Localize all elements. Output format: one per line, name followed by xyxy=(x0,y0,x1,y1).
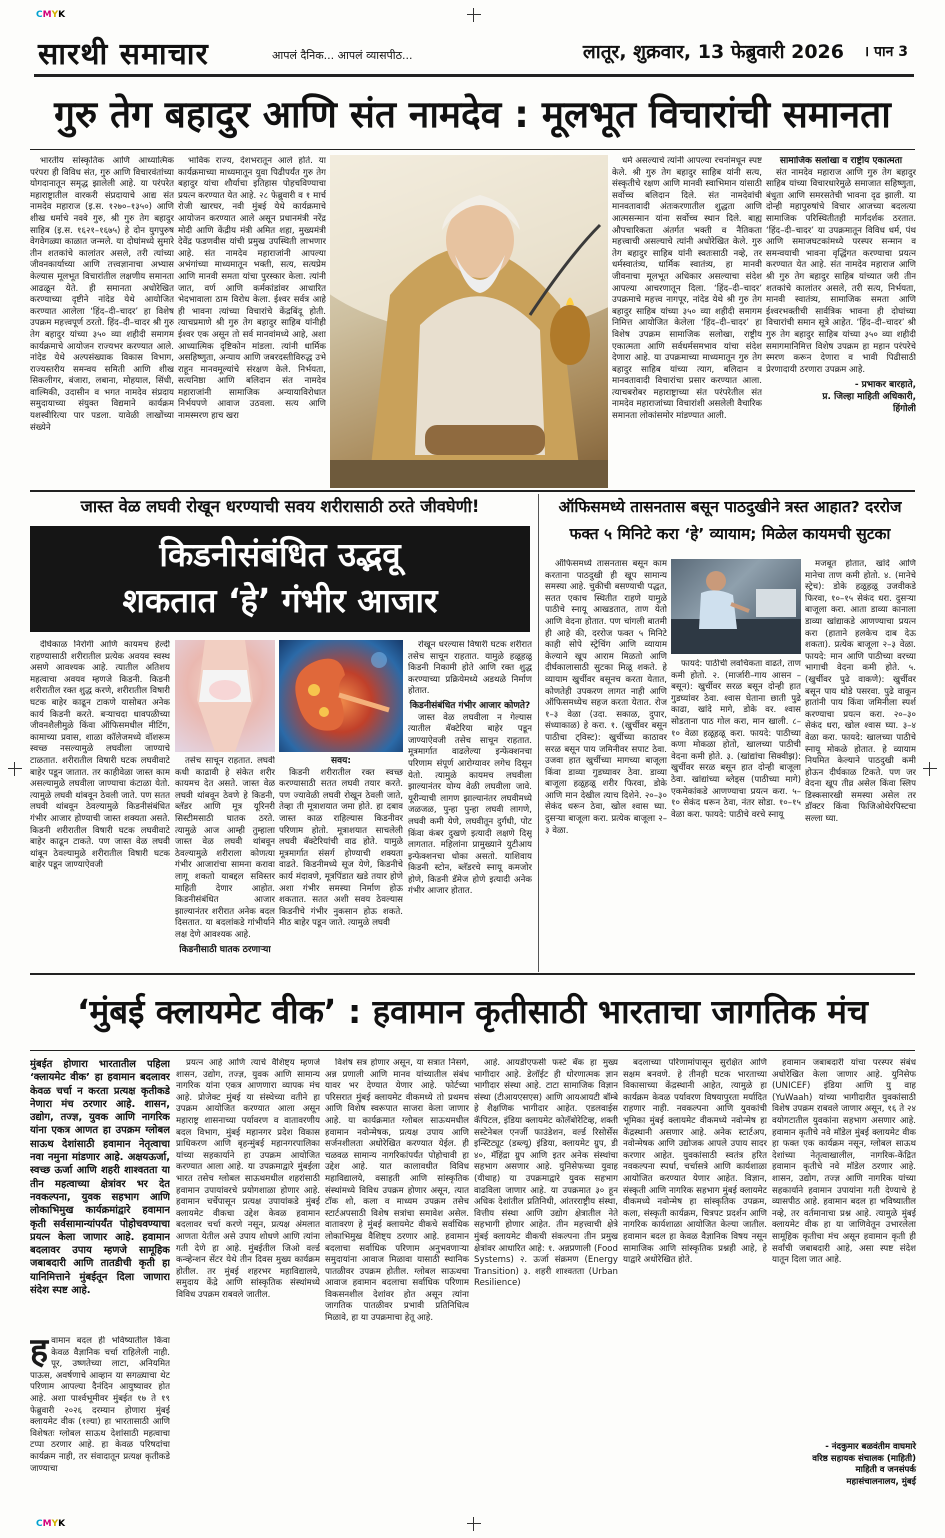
dropcap: ह xyxy=(30,1336,49,1371)
credit-org: माहिती व जनसंपर्क xyxy=(855,1465,916,1475)
article2-headline-box xyxy=(30,526,530,632)
urgency-photo xyxy=(175,640,275,752)
guru-illustration-icon xyxy=(330,155,608,488)
subhead-social-harmony: सामाजिक सलोखा व राष्ट्रीय एकात्मता xyxy=(779,156,903,166)
article4-column-3: विशेष सत्र होणार असून, या सत्रात निसर्ग, अन्न प्रणाली आणि मानव यांच्यातील संबंध यावर भर देण्यात येणार आहे. फोर्टच्या परिसरात मुंबई क्लायमेट वीकमध्ये तो प्रथमच आणि विशेष स्वरूपात साजरा केला जाणार आहे. या कार्यक्रमात ग्लोबल साऊथमधील हवामान नवोन्मेषक, प्रत्यक्ष उपाय आणि सर्जनशीलता अधोरेखित करण्यात येईल. ही चळवळ सामान्य नागरिकांपर्यंत पोहोचावी हा उद्देश आहे. यात कालावधीत विविध महाविद्यालये, वसाहती आणि सांस्कृतिक संस्थांमध्ये विविध उपक्रम होणार असून, त्यात टॉक शो, कला व माध्यम उपक्रम तसेच स्टार्टअपसाठी विशेष सत्रांचा समावेश असेल. वातावरण हे मुंबई क्लायमेट वीकचे सर्वाधिक लोकाभिमुख वैशिष्ट्य ठरणार आहे. हवामान बदलाचा सर्वाधिक परिणाम अनुभवणाऱ्या समुदायांना आवाज मिळावा यासाठी स्थानिक पातळीवर उपक्रम होतील. ग्लोबल साऊथचा आवाज हवामान बदलाचा सर्वाधिक परिणाम विकसनशील देशांवर होत असून त्यांना जागतिक पातळीवर प्रभावी प्रतिनिधित्व मिळावे, हा या उपक्रमाचा हेतू आहे. xyxy=(325,1058,469,1324)
article1-byline-role: प्र. जिल्हा माहिती अधिकारी, xyxy=(822,392,916,403)
credit-role: वरिष्ठ सहायक संचालक (माहिती) xyxy=(812,1453,916,1464)
article3-headline-line1: ऑफिसमध्ये तासनतास बसून पाठदुखीने त्रस्त आहात? दररोज xyxy=(558,498,902,516)
divider xyxy=(30,973,915,975)
cmyk-mark-bottom: CMYK xyxy=(36,1519,66,1529)
article4-credit xyxy=(778,1442,916,1488)
crop-mark-right-icon xyxy=(923,762,937,776)
credit-place: महासंचालनालय, मुंबई xyxy=(846,1476,916,1487)
divider xyxy=(30,1050,915,1051)
article1-column-1: भारतीय सांस्कृतिक आणि आध्यात्मिक परंपरा ही विविध संत, गुरु आणि विचारवंतांच्या योगदानातून समृद्ध झालेली आहे. या परंपरेत महाराष्ट्रातील वारकरी संप्रदायाचे आद्य संत नामदेव महाराज (इ.स. १२७०–१३५०) आणि शीख धर्माचे नववे गुरु, श्री गुरु तेग बहादुर साहिब (इ.स. १६२१–१६७५) हे दोन युगपुरुष वेगवेगळ्या काळात जन्मले. या दोघांमध्ये सुमारे तीन शतकांचे कालांतर असले, तरी त्यांच्या जीवनकार्याच्या आणि तत्त्वज्ञानाचा अभ्यास केल्यास मूलभूत विचारांतील लक्षणीय समानता आढळून येते. ही समानता अधोरेखित करण्याच्या दृष्टीने नांदेड येथे आयोजित करण्यात आलेला ‘हिंद–दी–चादर’ हा विशेष उपक्रम महत्त्वपूर्ण ठरतो. हिंद–दी–चादर श्री गुरु तेग बहादुर यांच्या ३५० व्या शहीदी समागम कार्यक्रमाचे आयोजन राज्यभर करण्यात आले. नांदेड येथे अल्पसंख्याक विकास विभाग, राज्यस्तरीय समन्वय समिती आणि शीख सिकलीगर, बंजारा, लबाना, मोहयाल, सिंधी, वाल्मिकी, उदासीन व भगत नामदेव संप्रदाय समुदायाच्या संयुक्त विद्यमाने कार्यक्रम यशस्वीरित्या पार पडला. यावेळी लाखोंच्या संख्येने xyxy=(30,156,174,433)
divider xyxy=(30,149,915,150)
article4-intro: मुंबईत होणारा भारतातील पहिला ‘क्लायमेट वीक’ हा हवामान बदलावर केवळ चर्चा न करता प्रत्यक्ष कृतीकडे नेणारा मंच ठरणार आहे. शासन, उद्योग, तज्ज्ञ, युवक आणि नागरिक यांना एकत्र आणत हा उपक्रम ग्लोबल साऊथ देशांसाठी हवामान नेतृत्वाचा नवा नमुना मांडणार आहे. अक्षयऊर्जा, स्वच्छ ऊर्जा आणि शहरी शाश्वतता या तीन महत्वाच्या क्षेत्रांवर भर देत नवकल्पना, युवक सहभाग आणि लोकाभिमुख कार्यक्रमांद्वारे हवामान कृती सर्वसामान्यांपर्यंत पोहोचवण्याचा प्रयत्न केला जाणार आहे. हवामान बदलावर उपाय म्हणजे सामूहिक जबाबदारी आणि तातडीची कृती हा यानिमित्ताने मुंबईतून दिला जाणारा संदेश स्पष्ट आहे. xyxy=(30,1059,170,1297)
article1-column-3: धर्म असल्याचे त्यांनी आपल्या रचनांमधून स्पष्ट केले. श्री गुरु तेग बहादुर साहिब यांनी सत्य, संस्कृतीचे रक्षण आणि मानवी स्वाभिमान यांसाठी सर्वोच्च बलिदान दिले. संत नामदेवांची मानवतावादी अंतःकरणातील शुद्धता आणि आत्मसन्मान यांना सर्वोच्च स्थान दिले. बाह्य औपचारिकता अंतर्गत भक्ती व नैतिकता महत्त्वाची असल्याचे त्यांनी अधोरेखित केले. गुरु तेग बहादुर साहिब यांनी स्वतःसाठी नव्हे, तर धर्मस्वातंत्र्य, धार्मिक स्वातंत्र्य, हा मानवी जीवनाचा मूलभूत अधिकार असल्याचा संदेश आपल्या आचरणातून दिला. ‘हिंद–दी–चादर’ उपक्रमाचे महत्त्व नागपूर, नांदेड येथे श्री गुरु तेग बहादुर साहिब यांच्या ३५० व्या शहीदी समागम निमित्त आयोजित केलेला ‘हिंद–दी–चादर’ हा विशेष उपक्रम सामाजिक सलोखा, राष्ट्रीय एकात्मता आणि सर्वधर्मसमभाव यांचा संदेश देणारा आहे. या उपक्रमाच्या माध्यमातून गुरु तेग बहादुर साहिब यांच्या त्याग, बलिदान व मानवतावादी विचारांचा प्रसार करण्यात आला. त्याचबरोबर महाराष्ट्राच्या संत परंपरेतील संत नामदेव महाराजांच्या विचारांशी असलेली वैचारिक समानता लोकांसमोर मांडण्यात आली. xyxy=(612,156,762,422)
cmyk-mark-top: CMYK xyxy=(36,10,66,20)
article2-column-3: सवय: किडनी शरीरातील रक्त स्वच्छ करण्यासाठी सतत लघवी तयार करते. पण ज्यावेळी लघवी रोखून ठेवली जाते, तेव्हा ती मूत्राशयात जमा होते. हा दबाव जास्त काळ राहिल्यास किडनीवर परिणाम होतो. मूत्राशयात साचलेली लघवी बॅक्टेरियांची वाढ होते. यामुळे मूत्रमार्गात संसर्ग होण्याची शक्यता वाढते. किडनीमध्ये सूज येणे, किडनीचे कार्य मंदावणे, मूत्रपिंडात खडे तयार होणे अशा गंभीर समस्या निर्माण होऊ शकतात. सतत अशी सवय ठेवल्यास किडनीचे गंभीर नुकसान होऊ शकते. मीठ बाहेर पडून जाते. त्यामुळे लघवी xyxy=(279,756,403,929)
article4-column-4: आहे. आयडीएफसी फर्स्ट बँक हा मुख्य भागीदार आहे. डेलॉईट ही धोरणात्मक ज्ञान भागीदार संस्था आहे. टाटा सामाजिक विज्ञान संस्था (टीआयएसएस) आणि आयआयटी बॉम्बे हे शैक्षणिक भागीदार आहेत. एडलवाईस कॅपिटल, इंडिया क्लायमेट कोलॅबोरेटिव्ह, शक्ती सस्टेनेबल एनर्जी फाउंडेशन, वर्ल्ड रिसोर्सेस इन्स्टिट्यूट (डब्ल्यू) इंडिया, क्लायमेट ग्रुप, डी ४०, मॅहिंद्रा ग्रुप आणि इतर अनेक संस्थांचा सहभाग असणार आहे. युनिसेफच्या युवाह (यीथाह) या उपक्रमाद्वारे युवक सहभाग वाढविला जाणार आहे. या उपक्रमात ३० हून अधिक देशांतील प्रतिनिधी, आंतरराष्ट्रीय संस्था, वित्तीय संस्था आणि उद्योग क्षेत्रातील नेते सहभागी होणार आहेत. तीन महत्त्वाची क्षेत्रे मुंबई क्लायमेट वीकची संकल्पना तीन प्रमुख क्षेत्रांवर आधारित आहे: १. अन्नप्रणाली (Food Systems) २. ऊर्जा संक्रमण (Energy Transition) ३. शहरी शाश्वतता (Urban Resilience) xyxy=(474,1058,618,1289)
article4-column-6: हवामान जबाबदारी यांचा परस्पर संबंध अधोरेखित केला जाणार आहे. युनिसेफ (UNICEF) इंडिया आणि यु वाह (YuWaah) यांच्या भागीदारीत युवकांसाठी विशेष उपक्रम राबवले जाणार असून, १६ ते २४ वयोगटातील युवकांना सहभाग असणार आहे. हवामान कृतीचे नवे मॉडेल मुंबई क्लायमेट वीक हा फक्त एक कार्यक्रम नसून, ग्लोबल साऊथ देशांच्या नेतृत्वाखालील, नागरिक-केंद्रित हवामान कृतीचे नवे मॉडेल ठरणार आहे. शासन, उद्योग, तज्ज्ञ आणि नागरिक यांच्या सहकार्याने हवामान उपायांना गती देण्याचे हे व्यासपीठ आहे. हवामान बदल हा भविष्यातील नव्हे, तर वर्तमानाचा प्रश्न आहे. त्यामुळे मुंबई क्लायमेट वीक हा या जाणिवेतून उभारलेला सामूहिक कृतीचा मंच असून हवामान कृती ही सर्वांची जबाबदारी आहे, असा स्पष्ट संदेश यातून दिला जात आहे. xyxy=(772,1058,916,1266)
article3-column-2: फायदे: पाठीची लवचिकता वाढते, ताण कमी होतो. २. (मार्जारी–गाय आसन – बसून): खुर्चीवर सरळ बसून दोन्ही हात गुडघ्यांवर ठेवा. श्वास घेताना छाती पुढे काढा, खांदे मागे, डोके वर. श्वास सोडताना पाठ गोल करा, मान खाली. ८–१० वेळा हळूहळू करा. फायदे: पाठीच्या कणा मोकळा होतो, खालच्या पाठीची वेदना कमी होते. ३. (खांद्यांचा सिक्वीझ): खुर्चीवर सरळ बसून हात दोन्ही बाजूला ठेवा. खांद्यांच्या ब्लेड्स (पाठीच्या मागे) एकमेकांकडे आणण्याचा प्रयत्न करा. ५–१० सेकंद धरून ठेवा, नंतर सोडा. १०–१५ वेळा करा. फायदे: पाठीचे वरचे स्नायू xyxy=(671,659,801,820)
kidney-illustration xyxy=(279,640,403,752)
newspaper-tagline: आपलं दैनिक... आपलं व्यासपीठ... xyxy=(272,49,413,62)
article2-column-2: तसेच साचून राहतात. लघवी कधी काढावी हे संकेत शरीर कायमच देत असते. जास्त वेळ लघवी थांबवून ठेवणे हे किडनी, ब्लॅडर आणि मूत्र यूरिनरी सिस्टीमसाठी घातक ठरते. त्यामुळे आज आम्ही तुम्हाला जास्त वेळ लघवी थांबवून ठेवल्यामुळे शरीराला कोणत्या गंभीर आजारांचा सामना करावा लागू शकतो याबद्दल सविस्तर माहिती देणार आहोत. किडनीसंबंधित आजार झाल्यानंतर शरीरात अनेक बदल दिसतात. या बदलांकडे गांभीर्याने लक्ष देणे आवश्यक आहे. किडनीसाठी घातक ठरणाऱ्या xyxy=(175,756,275,955)
man-back-pain-icon xyxy=(671,559,801,654)
article3-column-3: मजबूत होतात, खांदे आणि मानेचा ताण कमी होतो. ४. (मानेचे स्ट्रेच): डोके हळूहळू उजवीकडे फिरवा, १०–१५ सेकंद धरा. दुसऱ्या बाजूला करा. आता डाव्या कानाला डाव्या खांद्याकडे आणण्याचा प्रयत्न करा (हाताने हलकेच दाब देऊ शकता). प्रत्येक बाजूला २–३ वेळा. फायदे: मान आणि पाठीच्या वरच्या भागाची वेदना कमी होते. ५. (खुर्चीवर पुढे वाकणे): खुर्चीवर बसून पाय थोडे पसरवा. पुढे वाकून हातांनी पाय किंवा जमिनीला स्पर्श करण्याचा प्रयत्न करा. २०–३० सेकंद धरा, खोल श्वास घ्या. ३–४ वेळा करा. फायदे: खालच्या पाठीचे स्नायू मोकळे होतात. हे व्यायाम नियमित केल्याने पाठदुखी कमी होऊन दीर्घकाळ टिकते. पण जर वेदना खूप तीव्र असेल किंवा स्लिप डिस्कसारखी समस्या असेल तर डॉक्टर किंवा फिजिओथेरपिस्टचा सल्ला घ्या. xyxy=(805,559,916,825)
subhead-kidney-diseases: किडनीसंबंधित गंभीर आजार कोणते? xyxy=(409,700,531,711)
crop-mark-top-icon xyxy=(467,8,481,22)
crop-mark-bottom-icon xyxy=(467,1517,481,1531)
newspaper-title: सारथी समाचार xyxy=(38,37,209,72)
divider xyxy=(30,490,915,492)
article2-column-1: दीर्घकाळ निरोगी आणि कायमच हेल्दी राहण्यासाठी शरीरातील प्रत्येक अवयव स्वस्थ असणे आवश्यक आहे. त्यातील अतिशय महत्वाचा अवयव म्हणजे किडनी. किडनी शरीरातील रक्त शुद्ध करणे, शरीरातील विषारी घटक बाहेर काढून टाकणे यासोबत अनेक कार्य किडनी करते. बऱ्याचदा धावपळीच्या जीवनशैलीमुळे किंवा ऑफिसमधील मीटिंग, कामाच्या प्रवास, शाळा कॉलेजमध्ये वॉशरूम स्वच्छ नसल्यामुळे लघवीला जाण्याचे टाळतात. शरीरातील विषारी घटक लघवीवाटे बाहेर पडून जातात. तर काहीवेळा जास्त काम असल्यामुळे लघवीला जाण्याचा कंटाळा येतो. त्यामुळे लघवी थांबवून ठेवली जाते. पण सतत लघवी थांबवून ठेवल्यामुळे किडनीसंबंधित गंभीर आजार होण्याची जास्त शक्यता असते. किडनी शरीरातील विषारी घटक लघवीवाटे बाहेर काढून टाकते. पण जास्त वेळ लघवी थांबून ठेवल्यामुळे शरीरातील विषारी घटक बाहेर पडून जाण्याऐवजी xyxy=(30,640,170,871)
column-divider xyxy=(538,494,539,972)
kidney-icon xyxy=(279,640,403,752)
article4-column-5: बदलाच्या परिणामांपासून सुरक्षित आणि सक्षम बनवणे. हे तीनही घटक भारताच्या विकासाच्या केंद्रस्थानी आहेत, त्यामुळे हा कार्यक्रम केवळ पर्यावरण विषयापुरता मर्यादित राहणार नाही. नवकल्पना आणि युवकांची भूमिका मुंबई क्लायमेट वीकमध्ये नवोन्मेष हा केंद्रस्थानी असणार आहे. अनेक स्टार्टअप, नवोन्मेषक आणि उद्योजक आपले उपाय सादर करणार आहेत. युवकांसाठी स्वतंत्र हरित नवकल्पना स्पर्धा, चर्चासत्रे आणि कार्यशाळा आयोजित करण्यात येणार आहेत. विज्ञान, संस्कृती आणि नागरिक सहभाग मुंबई क्लायमेट वीकमध्ये नवोन्मेष हा सांस्कृतिक उपक्रम, कला, संस्कृती कार्यक्रम, चित्रपट प्रदर्शन आणि नागरिक कार्यशाळा आयोजित केल्या जातील. हवामान बदल हा केवळ वैज्ञानिक विषय नसून सामाजिक आणि सांस्कृतिक प्रश्नही आहे, हे याद्वारे अधोरेखित होते. xyxy=(623,1058,767,1266)
article2-caption: किडनीसाठी घातक ठरणाऱ्या xyxy=(179,944,271,955)
person-urgency-icon xyxy=(175,640,275,752)
page-number: । पान 3 xyxy=(863,44,908,60)
issue-date: लातूर, शुक्रवार, 13 फेब्रुवारी 2026 xyxy=(582,41,844,63)
masthead xyxy=(34,30,914,77)
article1-column-2: भाविक राज्य, देशभरातून आले होते. या कार्यक्रमाच्या माध्यमातून युवा पिढीपर्यंत गुरु तेग बहादुर यांचा शौर्याचा इतिहास पोहचविण्याचा प्रयत्न करण्यात येत आहे. २८ फेब्रुवारी व १ मार्च रोजी खारघर, नवी मुंबई येथे कार्यक्रमाचे आयोजन करण्यात आले असून प्रधानमंत्री नरेंद्र मोदी आणि केंद्रीय मंत्री अमित शहा, मुख्यमंत्री देवेंद्र फडणवीस यांची प्रमुख उपस्थिती लाभणार आहे. संत नामदेव महाराजांनी आपल्या अभंगांच्या माध्यमातून भक्ती, सत्य, सत्यप्रेम आणि मानवी समता यांचा पुरस्कार केला. त्यांनी जात, वर्ण आणि कर्मकांडांवर आधारित भेदभावाला ठाम विरोध केला. ईश्वर सर्वत्र आहे ही भावना त्यांच्या विचारांचे केंद्रबिंदू होती. त्याचप्रमाणे श्री गुरु तेग बहादुर साहिब यांनीही ईश्वर एक असून तो सर्व मानवांमध्ये आहे, अशा आध्यात्मिक दृष्टिकोन मांडला. त्यांनी धार्मिक असहिष्णुता, अन्याय आणि जबरदस्तीविरुद्ध उभे राहून मानवमूल्यांचे संरक्षण केले. निर्भयता, सत्यनिष्ठा आणि बलिदान संत नामदेव महाराजांनी सामाजिक अन्यायाविरोधात निर्भयपणे आवाज उठवला. सत्य आणि नामस्मरण हाच खरा xyxy=(178,156,326,422)
article4-column-1: हवामान बदल ही भविष्यातील किंवा केवळ वैज्ञानिक चर्चा राहिलेली नाही. पूर, उष्णतेच्या लाटा, अनियमित पाऊस, अवर्षणाचे आव्हान या सगळ्याचा थेट परिणाम आपल्या दैनंदिन आयुष्यावर होत आहे. अशा पार्श्वभूमीवर मुंबईत १७ ते १९ फेब्रुवारी २०२६ दरम्यान होणारा मुंबई क्लायमेट वीक (१ल्या) हा भारतासाठी आणि विशेषतः ग्लोबल साऊथ देशांसाठी महत्वाचा टप्पा ठरणार आहे. हा केवळ परिषदांचा कार्यक्रम नाही, तर संवादातून प्रत्यक्ष कृतीकडे जाण्याचा xyxy=(30,1336,170,1474)
crop-mark-left-icon xyxy=(8,762,22,776)
article3-headline xyxy=(545,494,915,552)
article1-headline: गुरु तेग बहादुर आणि संत नामदेव : मूलभूत विचारांची समानता xyxy=(54,93,891,136)
article4-headline: ‘मुंबई क्लायमेट वीक’ : हवामान कृतीसाठी भारताचा जागतिक मंच xyxy=(76,992,868,1031)
subhead-habit: सवय: xyxy=(331,756,351,766)
back-pain-office-photo xyxy=(671,559,801,654)
guru-tegh-bahadur-painting xyxy=(330,155,608,488)
article2-headline-line2: शकतात ‘हे’ गंभीर आजार xyxy=(122,581,438,620)
article2-headline-line1: किडनीसंबंधित उद्भवू xyxy=(159,535,401,574)
article2-kicker: जास्त वेळ लघवी रोखून धरण्याची सवय शरीरासाठी ठरते जीवघेणी! xyxy=(80,497,480,516)
article1-byline: - प्रभाकर बारहाते, xyxy=(854,380,916,391)
credit-name: - नंदकुमार बळवंतीम वाघमारे xyxy=(825,1442,916,1452)
article1-byline-place: हिंगोली xyxy=(893,404,916,415)
article1-column-4: सामाजिक सलोखा व राष्ट्रीय एकात्मता संत नामदेव महाराज आणि गुरु तेग बहादुर साहिब यांच्या विचारधारेमुळे समाजात सहिष्णुता, बंधुता आणि समरसतेची भावना दृढ झाली. या दोन्ही महापुरुषांचे विचार आजच्या बदलत्या सामाजिक परिस्थितीतही मार्गदर्शक ठरतात. ‘हिंद–दी–चादर’ या उपक्रमातून विविध धर्म, पंथ आणि समाजघटकांमध्ये परस्पर सन्मान व समन्वयाची भावना वृद्धिंगत करण्याचा प्रयत्न करण्यात येत आहे. संत नामदेव महाराज आणि श्री गुरु तेग बहादुर साहिब यांच्यात जरी तीन शतकांचे कालांतर असले, तरी सत्य, निर्भयता, मानवी स्वातंत्र्य, सामाजिक समता आणि ईश्वरभक्तीची सार्वत्रिक भावना ही दोघांच्या विचारांची समान सूत्रे आहेत. ‘हिंद–दी–चादर’ श्री गुरु तेग बहादुर साहिब यांच्या ३५० व्या शहीदी समागमानिमित्त विशेष उपक्रम हा महान परंपरेचे स्मरण करून देणारा व भावी पिढीसाठी प्रेरणादायी ठरणारा उपक्रम आहे. - प्रभाकर बारहाते, प्र. जिल्हा माहिती अधिकारी, हिंगोली xyxy=(766,156,916,415)
article4-column-2: प्रयत्न आहे आणि त्याचे वैशिष्ट्य म्हणजे शासन, उद्योग, तज्ज्ञ, युवक आणि सामान्य नागरिक यांना एकत्र आणणारा व्यापक मंच आहे. प्रोजेक्ट मुंबई या संस्थेच्या वतीने हा उपक्रम आयोजित करण्यात आला असून महाराष्ट्र शासनाच्या पर्यावरण व वातावरणीय बदल विभाग, मुंबई महानगर प्रदेश विकास प्राधिकरण आणि बृहन्मुंबई महानगरपालिका यांच्या सहकार्याने हा उपक्रम आयोजित करण्यात आला आहे. या उपक्रमाद्वारे मुंबईला भारत तसेच ग्लोबल साऊथमधील शहरांसाठी हवामान उपायांवरचे प्रयोगशाळा होणार आहे. हवामान चर्चेपासून प्रत्यक्ष उपायांकडे मुंबई क्लायमेट वीकचा उद्देश केवळ हवामान बदलावर चर्चा करणे नसून, प्रत्यक्ष अंमलात आणता येतील असे उपाय शोधणे आणि त्यांना गती देणे हा आहे. मुंबईतील जिओ वर्ल्ड कन्व्हेन्शन सेंटर येथे तीन दिवस मुख्य कार्यक्रम होतील. तर मुंबई शहरभर महाविद्यालये, समुदाय केंद्रे आणि सांस्कृतिक संस्थांमध्ये विविध उपक्रम राबवले जातील. xyxy=(176,1058,320,1300)
article3-headline-line2: फक्त ५ मिनिटे करा ‘हे’ व्यायाम; मिळेल कायमची सुटका xyxy=(569,525,891,543)
article2-column-4: रोखून धरल्यास विषारी घटक शरीरात तसेच साचून राहतात. यामुळे हळूहळू किडनी निकामी होते आणि रक्त शुद्ध करण्याच्या प्रक्रियेमध्ये अडथळे निर्माण होतात. किडनीसंबंधित गंभीर आजार कोणते? जास्त वेळ लघवीला न गेल्यास त्यातील बॅक्टेरिया बाहेर पडून जाण्याऐवजी तसेच साचून राहतात. मूत्रमार्गात वाढलेल्या इन्फेक्शनचा परिणाम संपूर्ण आरोग्यावर लगेच दिसून येतो. त्यामुळे कायमच लघवीला झाल्यानंतर योग्य वेळी लघवीला जावे. यूरीन्याची लागण झाल्यानंतर लघवीमध्ये जळजळ, पुन्हा पुन्हा लघवी लागणे, लघवी कमी येणे, लघवीतून दुर्गंधी, पोट किंवा कंबर दुखणे इत्यादी लक्षणे दिसू लागतात. महिलांना प्रामुख्याने युटीआय इन्फेक्शनचा धोका असतो. याशिवाय किडनी स्टोन, ब्लॅडरचे स्नायू कमजोर होणे, किडनी डॅमेज होणे इत्यादी अनेक गंभीर आजार होतात. xyxy=(408,640,532,897)
article3-column-1: ऑफिसमध्ये तासनतास बसून काम करताना पाठदुखी ही खूप सामान्य समस्या आहे. चुकीची बसण्याची पद्धत, सतत एकाच स्थितीत राहणे यामुळे पाठीचे स्नायू आखडतात, ताण येतो आणि वेदना होतात. पण चांगली बातमी ही आहे की, दररोज फक्त ५ मिनिटे काही सोपे स्ट्रेचिंग आणि व्यायाम केल्याने खूप आराम मिळतो आणि दीर्घकालासाठी सुटका मिळू शकते. हे व्यायाम खुर्चीवर बसूनच करता येतात, कोणतेही उपकरण लागत नाही आणि ऑफिसमध्येच सहज करता येतात. रोज १–३ वेळा (उदा. सकाळ, दुपार, संध्याकाळ) हे करा. १. (खुर्चीवर बसून पाठीचा ट्विस्ट): खुर्चीच्या काठावर सरळ बसून पाय जमिनीवर सपाट ठेवा. उजवा हात खुर्चीच्या मागच्या बाजूला किंवा डाव्या गुडघ्यावर ठेवा. डाव्या बाजूला हळूहळू शरीर फिरवा, डोके आणि मान देखील त्याच दिशेने. २०–३० सेकंद धरून ठेवा, खोल श्वास घ्या. दुसऱ्या बाजूला करा. प्रत्येक बाजूला २–३ वेळा. xyxy=(545,559,667,836)
